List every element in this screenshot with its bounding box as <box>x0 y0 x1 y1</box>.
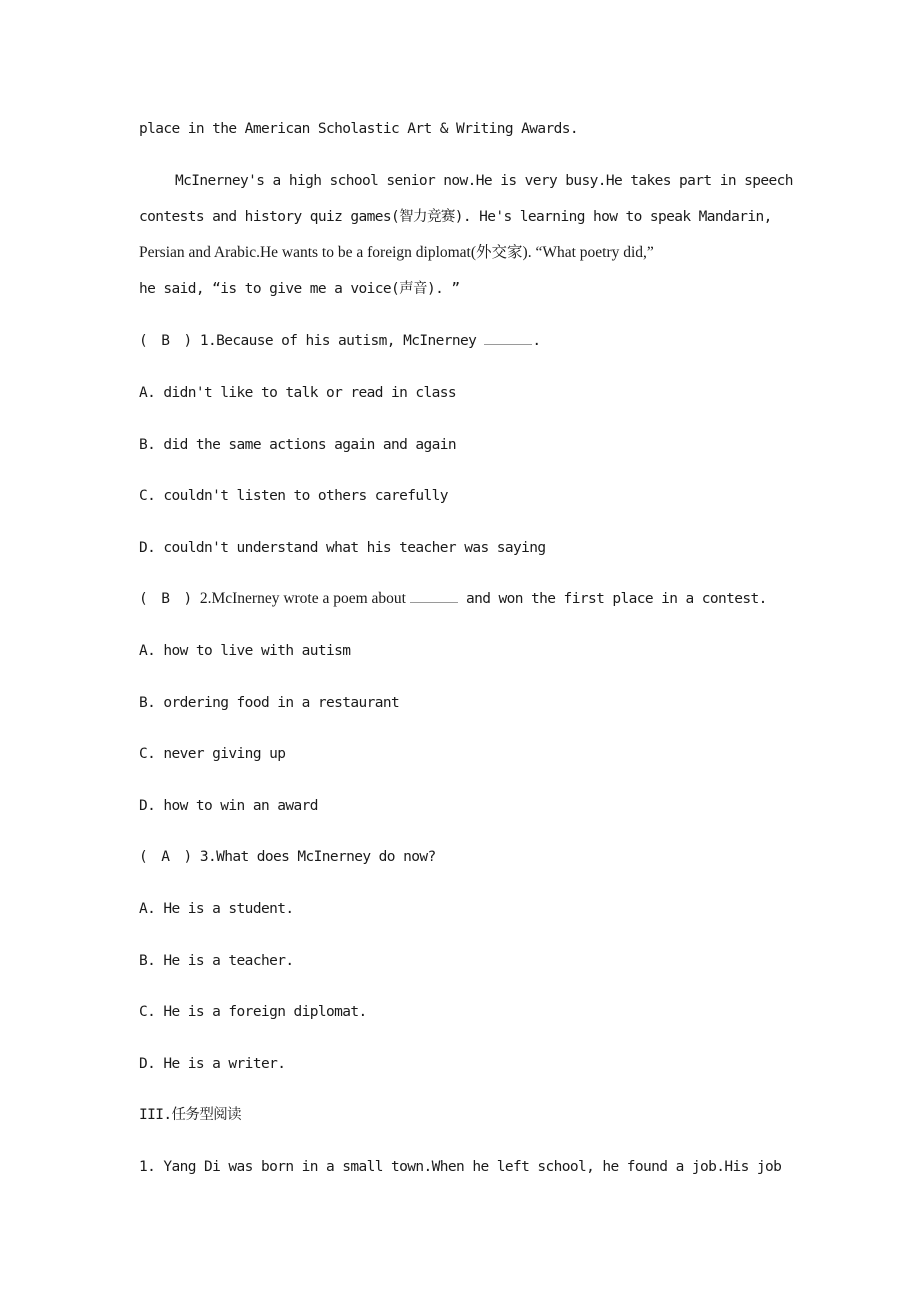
passage-line: place in the American Scholastic Art & Writing Awards. <box>139 121 579 137</box>
option-a: A. didn't like to talk or read in class <box>139 385 457 401</box>
answer-letter: B <box>161 591 170 607</box>
option-b: B. did the same actions again and again <box>139 437 457 453</box>
answer-paren-close: ) <box>183 333 192 349</box>
question-text: 1.Because of his autism, McInerney <box>199 333 485 349</box>
passage-line: Persian and Arabic.He wants to be a foreign diplomat(外交家). “What poetry did,” <box>139 244 654 261</box>
answer-paren-open: ( <box>139 849 156 865</box>
answer-blank <box>484 332 532 345</box>
question-suffix: . <box>532 333 541 349</box>
option-a: A. how to live with autism <box>139 643 351 659</box>
passage-line: he said, “is to give me a voice(声音). ” <box>139 281 460 297</box>
passage-line: McInerney's a high school senior now.He is very busy.He takes part in speech <box>175 173 793 189</box>
option-b: B. He is a teacher. <box>139 953 294 969</box>
answer-paren-open: ( <box>139 333 156 349</box>
section-heading: III.任务型阅读 <box>139 1107 242 1123</box>
question-text: 3.What does McInerney do now? <box>199 849 436 865</box>
answer-paren-open: ( <box>139 591 156 607</box>
question-2 <box>139 589 767 609</box>
option-d: D. how to win an award <box>139 798 318 814</box>
option-d: D. couldn't understand what his teacher was saying <box>139 540 546 556</box>
answer-letter: A <box>161 849 170 865</box>
option-c: C. never giving up <box>139 746 286 762</box>
option-c: C. couldn't listen to others carefully <box>139 488 448 504</box>
option-d: D. He is a writer. <box>139 1056 286 1072</box>
answer-paren-close: ) <box>183 591 192 607</box>
passage-line: contests and history quiz games(智力竞赛). He's learning how to speak Mandarin, <box>139 209 772 225</box>
question-3 <box>139 847 436 867</box>
answer-letter: B <box>161 333 170 349</box>
question-text: 2.McInerney wrote a poem about <box>199 590 410 607</box>
section-first-line: 1. Yang Di was born in a small town.When he left school, he found a job.His job <box>139 1159 782 1175</box>
option-c: C. He is a foreign diplomat. <box>139 1004 367 1020</box>
answer-blank <box>410 590 458 603</box>
option-b: B. ordering food in a restaurant <box>139 695 400 711</box>
question-1 <box>139 331 541 351</box>
question-suffix: and won the first place in a contest. <box>457 591 767 607</box>
option-a: A. He is a student. <box>139 901 294 917</box>
answer-paren-close: ) <box>183 849 192 865</box>
